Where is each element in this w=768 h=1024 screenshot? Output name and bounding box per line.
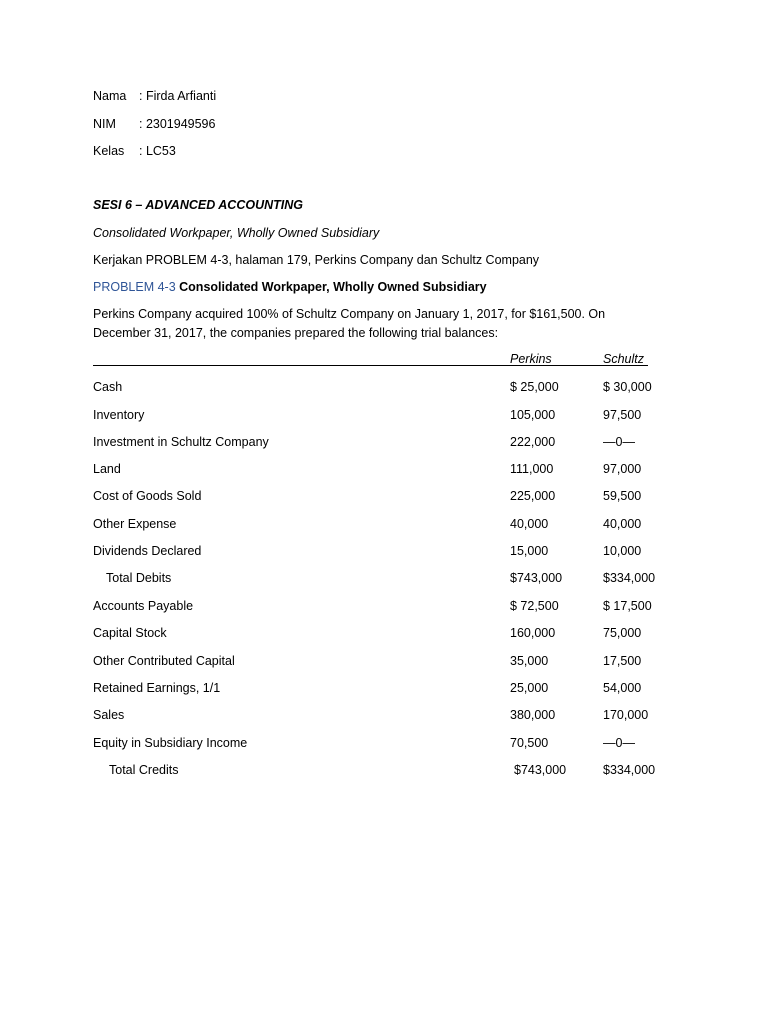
row-perkins-value: 35,000 bbox=[510, 654, 549, 668]
kelas-value: : LC53 bbox=[139, 144, 176, 158]
row-perkins-value: 222,000 bbox=[510, 435, 556, 449]
row-perkins-value: 225,000 bbox=[510, 489, 556, 503]
row-label: Other Contributed Capital bbox=[93, 654, 235, 668]
row-label: Dividends Declared bbox=[93, 544, 202, 558]
row-label: Cost of Goods Sold bbox=[93, 489, 202, 503]
column-header-perkins: Perkins bbox=[510, 352, 552, 366]
problem-title: Consolidated Workpaper, Wholly Owned Subsidiary bbox=[175, 280, 487, 294]
row-label: Land bbox=[93, 462, 121, 476]
row-perkins-value: $743,000 bbox=[510, 571, 563, 585]
session-title: SESI 6 – ADVANCED ACCOUNTING bbox=[93, 198, 303, 212]
nim-label: NIM bbox=[93, 117, 116, 131]
row-label: Accounts Payable bbox=[93, 599, 194, 613]
row-schultz-value: —0— bbox=[603, 435, 635, 449]
row-perkins-value: 40,000 bbox=[510, 517, 549, 531]
row-schultz-value: $334,000 bbox=[603, 571, 656, 585]
row-schultz-value: 170,000 bbox=[603, 708, 649, 722]
row-schultz-value: 97,000 bbox=[603, 462, 642, 476]
row-label: Total Credits bbox=[109, 763, 179, 777]
row-label: Equity in Subsidiary Income bbox=[93, 736, 248, 750]
row-schultz-value: 97,500 bbox=[603, 408, 642, 422]
row-schultz-value: 17,500 bbox=[603, 654, 642, 668]
problem-heading bbox=[93, 279, 487, 295]
row-schultz-value: $334,000 bbox=[603, 763, 656, 777]
problem-text-line1: Perkins Company acquired 100% of Schultz Company on January 1, 2017, for $161,500. On bbox=[93, 307, 606, 321]
row-perkins-value: $743,000 bbox=[514, 763, 567, 777]
row-schultz-value: 54,000 bbox=[603, 681, 642, 695]
row-label: Total Debits bbox=[106, 571, 172, 585]
row-perkins-value: $ 25,000 bbox=[510, 380, 559, 394]
row-label: Investment in Schultz Company bbox=[93, 435, 269, 449]
instruction: Kerjakan PROBLEM 4-3, halaman 179, Perkins Company dan Schultz Company bbox=[93, 253, 540, 267]
row-schultz-value: 10,000 bbox=[603, 544, 642, 558]
row-perkins-value: $ 72,500 bbox=[510, 599, 559, 613]
nim-value: : 2301949596 bbox=[139, 117, 216, 131]
row-perkins-value: 111,000 bbox=[510, 462, 554, 476]
row-schultz-value: $ 30,000 bbox=[603, 380, 652, 394]
row-perkins-value: 380,000 bbox=[510, 708, 556, 722]
column-header-schultz: Schultz bbox=[603, 352, 644, 366]
row-perkins-value: 70,500 bbox=[510, 736, 549, 750]
nama-value: : Firda Arfianti bbox=[139, 89, 217, 103]
kelas-label: Kelas bbox=[93, 144, 125, 158]
row-label: Sales bbox=[93, 708, 125, 722]
nama-label: Nama bbox=[93, 89, 127, 103]
row-perkins-value: 25,000 bbox=[510, 681, 549, 695]
row-label: Cash bbox=[93, 380, 123, 394]
row-schultz-value: $ 17,500 bbox=[603, 599, 652, 613]
table-header-rule bbox=[93, 365, 648, 366]
row-label: Retained Earnings, 1/1 bbox=[93, 681, 221, 695]
row-schultz-value: —0— bbox=[603, 736, 635, 750]
row-schultz-value: 75,000 bbox=[603, 626, 642, 640]
problem-number: PROBLEM 4-3 bbox=[93, 280, 176, 294]
subtitle: Consolidated Workpaper, Wholly Owned Subsidiary bbox=[93, 226, 380, 240]
row-label: Capital Stock bbox=[93, 626, 167, 640]
row-schultz-value: 40,000 bbox=[603, 517, 642, 531]
row-perkins-value: 105,000 bbox=[510, 408, 556, 422]
row-schultz-value: 59,500 bbox=[603, 489, 642, 503]
row-perkins-value: 15,000 bbox=[510, 544, 549, 558]
row-label: Inventory bbox=[93, 408, 145, 422]
problem-text-line2: December 31, 2017, the companies prepared the following trial balances: bbox=[93, 326, 499, 340]
row-perkins-value: 160,000 bbox=[510, 626, 556, 640]
row-label: Other Expense bbox=[93, 517, 177, 531]
